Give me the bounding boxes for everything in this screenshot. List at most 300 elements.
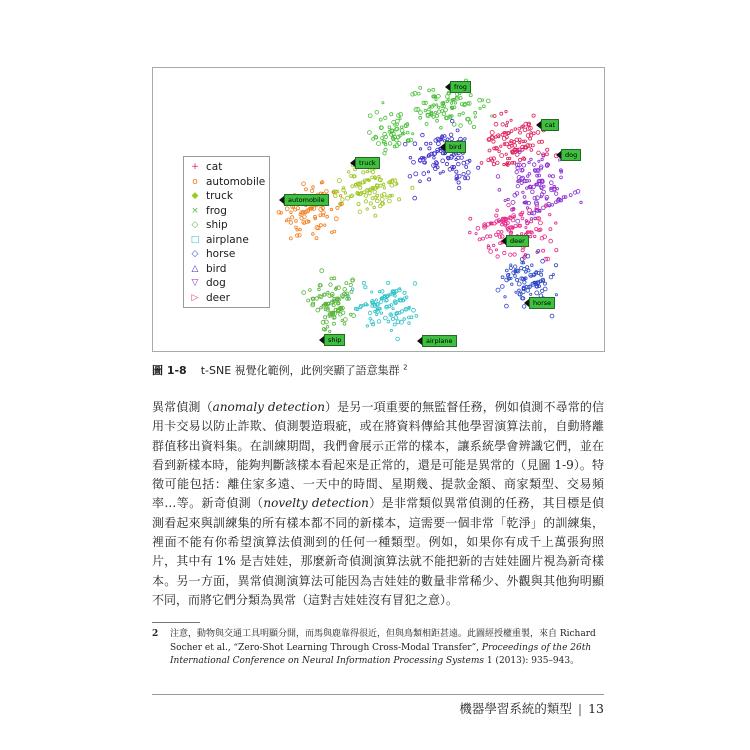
scatter-point-frog bbox=[474, 116, 476, 118]
legend-label-frog: frog bbox=[206, 204, 227, 217]
scatter-point-dog bbox=[564, 196, 567, 199]
scatter-point-ship bbox=[309, 289, 312, 292]
figure-caption bbox=[152, 362, 408, 378]
scatter-point-automobile bbox=[312, 186, 315, 189]
scatter-point-ship bbox=[343, 322, 346, 325]
scatter-point-automobile bbox=[296, 207, 299, 210]
scatter-point-deer bbox=[549, 239, 553, 243]
scatter-point-truck bbox=[357, 203, 360, 206]
scatter-point-automobile bbox=[334, 217, 338, 221]
scatter-point-frog bbox=[483, 105, 486, 108]
scatter-point-truck bbox=[378, 175, 380, 177]
scatter-point-airplane bbox=[413, 282, 417, 286]
scatter-point-horse bbox=[531, 264, 534, 267]
scatter-point-frog bbox=[397, 114, 401, 118]
scatter-point-frog bbox=[412, 133, 414, 135]
scatter-point-horse bbox=[510, 264, 512, 266]
scatter-point-frog bbox=[384, 148, 387, 151]
scatter-point-frog bbox=[375, 110, 379, 114]
scatter-point-automobile bbox=[319, 224, 322, 227]
scatter-point-horse bbox=[511, 283, 513, 285]
scatter-point-bird bbox=[465, 166, 468, 169]
scatter-point-cat bbox=[522, 140, 525, 143]
scatter-point-frog bbox=[399, 118, 401, 120]
scatter-point-deer bbox=[500, 231, 503, 234]
scatter-point-frog bbox=[396, 123, 399, 126]
scatter-point-airplane bbox=[375, 299, 377, 301]
scatter-point-bird bbox=[433, 157, 436, 160]
scatter-point-airplane bbox=[379, 290, 381, 292]
scatter-point-bird bbox=[445, 162, 448, 165]
scatter-point-deer bbox=[538, 221, 542, 225]
scatter-point-airplane bbox=[408, 322, 411, 325]
scatter-point-frog bbox=[458, 113, 461, 116]
scatter-point-horse bbox=[549, 275, 553, 279]
scatter-point-frog bbox=[445, 95, 449, 99]
legend-item-ship bbox=[184, 218, 228, 232]
legend-label-truck: truck bbox=[206, 190, 233, 202]
scatter-point-horse bbox=[541, 259, 545, 263]
cluster-tag-bird: bird bbox=[445, 141, 466, 153]
scatter-point-cat bbox=[503, 163, 505, 165]
scatter-point-airplane bbox=[387, 320, 390, 323]
scatter-point-cat bbox=[545, 153, 548, 156]
scatter-point-dog bbox=[547, 163, 550, 166]
scatter-point-dog bbox=[515, 170, 518, 173]
scatter-point-frog bbox=[388, 126, 391, 129]
scatter-point-frog bbox=[441, 105, 444, 108]
scatter-point-deer bbox=[535, 228, 538, 231]
scatter-point-cat bbox=[492, 140, 495, 143]
scatter-point-deer bbox=[529, 235, 532, 238]
scatter-point-automobile bbox=[302, 182, 306, 186]
scatter-point-bird bbox=[455, 170, 458, 173]
legend-symbol-deer: ▷ bbox=[191, 292, 199, 303]
scatter-point-automobile bbox=[287, 218, 290, 221]
page-number: 13 bbox=[588, 701, 604, 716]
scatter-point-frog bbox=[436, 104, 438, 106]
scatter-point-ship bbox=[316, 308, 320, 312]
scatter-point-dog bbox=[553, 185, 556, 188]
scatter-point-deer bbox=[503, 251, 506, 254]
scatter-point-ship bbox=[315, 297, 318, 300]
scatter-point-airplane bbox=[362, 281, 365, 284]
scatter-point-bird bbox=[462, 172, 465, 175]
scatter-point-ship bbox=[329, 283, 332, 286]
legend-symbol-bird: △ bbox=[191, 263, 199, 274]
scatter-point-dog bbox=[522, 191, 524, 193]
scatter-point-truck bbox=[347, 171, 350, 174]
legend-symbol-ship: ◇ bbox=[191, 220, 199, 230]
scatter-point-airplane bbox=[364, 286, 367, 289]
scatter-point-automobile bbox=[312, 233, 315, 236]
scatter-point-automobile bbox=[310, 189, 313, 192]
scatter-point-deer bbox=[489, 250, 493, 254]
scatter-point-frog bbox=[390, 113, 393, 116]
scatter-point-dog bbox=[580, 201, 582, 203]
scatter-point-truck bbox=[364, 200, 367, 203]
scatter-point-deer bbox=[514, 225, 517, 228]
scatter-point-ship bbox=[324, 316, 327, 319]
scatter-point-frog bbox=[384, 116, 387, 119]
scatter-point-horse bbox=[501, 276, 504, 279]
legend-label-ship: ship bbox=[206, 219, 228, 231]
scatter-point-deer bbox=[485, 235, 488, 238]
scatter-point-truck bbox=[342, 187, 345, 190]
scatter-point-dog bbox=[523, 196, 526, 199]
scatter-point-ship bbox=[333, 277, 336, 280]
scatter-point-ship bbox=[302, 291, 306, 295]
scatter-point-cat bbox=[500, 145, 502, 147]
legend-item-bird bbox=[184, 262, 226, 276]
scatter-point-automobile bbox=[285, 207, 289, 211]
legend-label-cat: cat bbox=[206, 161, 223, 173]
scatter-point-cat bbox=[492, 163, 495, 166]
scatter-point-truck bbox=[358, 210, 362, 214]
scatter-point-dog bbox=[522, 163, 526, 167]
paragraph-text-3: ）是非常類似異常偵測的任務，其目標是偵測看起來與訓練集的所有樣本都不同的新樣本，這需要一個非常「乾淨」的訓練集，裡面不能有你希望演算法偵測到的任何一種類型。例如，如果你有成千上萬張狗照片，其中有 1% 是吉娃娃，那麼新奇偵測演算法就不能把新的吉娃娃圖片視為新奇樣本。另一方面，異常偵測演算法可能因為吉娃娃的數量非常稀少、外觀與其他狗明顯不同，而將它們分類為異常（這對吉娃娃沒有冒犯之意）。 bbox=[152, 496, 604, 607]
scatter-point-frog bbox=[444, 108, 448, 112]
scatter-point-truck bbox=[334, 194, 338, 198]
scatter-point-cat bbox=[490, 131, 494, 135]
scatter-point-automobile bbox=[295, 226, 298, 229]
scatter-point-airplane bbox=[403, 291, 406, 294]
legend-symbol-truck: ◆ bbox=[191, 191, 199, 201]
scatter-point-deer bbox=[549, 213, 551, 215]
scatter-point-automobile bbox=[325, 190, 329, 194]
scatter-point-deer bbox=[512, 219, 515, 222]
legend-item-cat bbox=[184, 160, 222, 174]
scatter-point-dog bbox=[532, 211, 536, 215]
scatter-point-bird bbox=[464, 177, 467, 180]
scatter-point-truck bbox=[368, 169, 371, 172]
scatter-point-airplane bbox=[394, 316, 398, 320]
scatter-point-frog bbox=[381, 137, 384, 140]
scatter-point-automobile bbox=[314, 215, 317, 218]
scatter-point-deer bbox=[525, 226, 527, 228]
legend-item-deer bbox=[184, 291, 230, 305]
legend-item-airplane bbox=[184, 233, 249, 247]
scatter-point-bird bbox=[413, 196, 417, 200]
scatter-point-bird bbox=[422, 157, 424, 159]
scatter-point-horse bbox=[554, 264, 557, 267]
scatter-point-truck bbox=[374, 214, 377, 217]
scatter-point-truck bbox=[383, 183, 385, 185]
scatter-point-deer bbox=[493, 244, 495, 246]
scatter-point-bird bbox=[419, 180, 422, 183]
scatter-point-frog bbox=[441, 110, 444, 113]
scatter-point-frog bbox=[474, 111, 477, 114]
scatter-point-airplane bbox=[383, 295, 385, 297]
scatter-point-cat bbox=[491, 136, 495, 140]
scatter-point-bird bbox=[408, 175, 412, 179]
cluster-tag-deer: deer bbox=[506, 235, 529, 247]
scatter-point-automobile bbox=[326, 215, 329, 218]
paragraph-text-1: 異常偵測（ bbox=[152, 400, 213, 414]
scatter-point-deer bbox=[507, 203, 510, 206]
legend-item-horse bbox=[184, 247, 235, 261]
scatter-point-airplane bbox=[387, 281, 390, 284]
scatter-point-bird bbox=[441, 159, 445, 163]
scatter-point-cat bbox=[519, 131, 522, 134]
scatter-point-frog bbox=[434, 111, 436, 113]
scatter-point-frog bbox=[428, 108, 431, 111]
scatter-point-cat bbox=[537, 151, 541, 155]
scatter-point-truck bbox=[386, 196, 388, 198]
scatter-point-bird bbox=[466, 171, 470, 175]
scatter-point-ship bbox=[332, 304, 335, 307]
legend-label-deer: deer bbox=[206, 291, 230, 304]
scatter-point-ship bbox=[327, 291, 329, 293]
scatter-point-deer bbox=[496, 209, 499, 212]
scatter-point-frog bbox=[395, 139, 398, 142]
scatter-point-bird bbox=[442, 171, 444, 173]
legend-item-frog bbox=[184, 204, 227, 218]
scatter-point-bird bbox=[413, 142, 417, 146]
scatter-point-airplane bbox=[390, 329, 392, 331]
scatter-point-frog bbox=[438, 106, 440, 108]
scatter-point-ship bbox=[318, 288, 321, 291]
scatter-point-horse bbox=[525, 271, 528, 274]
scatter-point-bird bbox=[450, 119, 454, 123]
scatter-point-cat bbox=[498, 150, 501, 153]
scatter-point-dog bbox=[511, 200, 515, 204]
scatter-point-bird bbox=[455, 175, 459, 179]
scatter-point-airplane bbox=[412, 308, 416, 312]
scatter-point-frog bbox=[382, 102, 384, 104]
scatter-point-airplane bbox=[396, 337, 400, 341]
scatter-point-automobile bbox=[324, 224, 326, 226]
scatter-point-cat bbox=[510, 119, 512, 121]
scatter-point-dog bbox=[530, 158, 532, 160]
legend-item-dog bbox=[184, 276, 226, 290]
scatter-point-cat bbox=[480, 162, 483, 165]
scatter-point-bird bbox=[444, 135, 447, 138]
scatter-point-deer bbox=[521, 217, 524, 220]
scatter-point-frog bbox=[379, 118, 382, 121]
scatter-point-airplane bbox=[369, 318, 371, 320]
cluster-tag-ship: ship bbox=[324, 334, 345, 346]
scatter-point-truck bbox=[389, 194, 392, 197]
scatter-point-cat bbox=[518, 128, 521, 131]
scatter-point-airplane bbox=[395, 301, 397, 303]
footer-divider bbox=[152, 694, 604, 695]
scatter-point-deer bbox=[497, 231, 500, 234]
scatter-point-dog bbox=[549, 181, 553, 185]
scatter-point-automobile bbox=[289, 221, 293, 225]
scatter-point-truck bbox=[373, 206, 376, 209]
scatter-point-deer bbox=[475, 233, 477, 235]
scatter-point-airplane bbox=[380, 300, 383, 303]
scatter-point-deer bbox=[487, 245, 489, 247]
scatter-point-dog bbox=[507, 198, 509, 200]
scatter-point-airplane bbox=[393, 323, 396, 326]
scatter-point-dog bbox=[541, 158, 543, 160]
scatter-point-ship bbox=[343, 288, 347, 292]
scatter-point-truck bbox=[341, 198, 345, 202]
scatter-point-dog bbox=[504, 199, 506, 201]
scatter-point-truck bbox=[361, 191, 363, 193]
scatter-point-ship bbox=[333, 322, 336, 325]
scatter-point-bird bbox=[422, 172, 426, 176]
scatter-point-bird bbox=[439, 172, 441, 174]
scatter-point-ship bbox=[330, 277, 333, 280]
scatter-point-airplane bbox=[404, 308, 406, 310]
scatter-point-deer bbox=[528, 208, 532, 212]
scatter-point-frog bbox=[399, 113, 403, 117]
scatter-point-frog bbox=[383, 152, 386, 155]
scatter-point-bird bbox=[436, 150, 438, 152]
tsne-figure bbox=[152, 67, 605, 352]
scatter-point-bird bbox=[449, 133, 453, 137]
scatter-point-automobile bbox=[330, 208, 332, 210]
scatter-point-bird bbox=[427, 171, 429, 173]
scatter-point-deer bbox=[555, 249, 558, 252]
scatter-point-dog bbox=[532, 163, 536, 167]
scatter-point-frog bbox=[491, 115, 493, 117]
cluster-tag-dog: dog bbox=[561, 149, 581, 161]
scatter-point-dog bbox=[516, 219, 520, 223]
scatter-point-frog bbox=[469, 94, 472, 97]
scatter-point-horse bbox=[543, 287, 547, 291]
scatter-point-airplane bbox=[394, 295, 397, 298]
scatter-point-bird bbox=[460, 156, 463, 159]
paragraph-text-2: ）是另一項重要的無監督任務，例如偵測不尋常的信用卡交易以防止詐欺、偵測製造瑕疵，或在將資料傳給其他學習演算法前，自動將離群值移出資料集。在訓練期間，我們會展示正常的樣本，讓系統學會辨識它們，並在看到新樣本時，能夠判斷該樣本看起來是正常的，還是可能是異常的（見圖 1-9）。特徵可能包括：離住家多遠、一天中的時間、星期幾、提款金額、商家類型、交易頻率…等。新奇偵測（ bbox=[152, 400, 604, 511]
scatter-point-frog bbox=[368, 131, 372, 135]
scatter-point-ship bbox=[341, 311, 345, 315]
scatter-point-automobile bbox=[336, 206, 339, 209]
scatter-point-cat bbox=[536, 131, 540, 135]
scatter-point-automobile bbox=[305, 188, 308, 191]
scatter-point-frog bbox=[437, 110, 440, 113]
scatter-point-horse bbox=[509, 266, 512, 269]
scatter-point-ship bbox=[344, 318, 348, 322]
scatter-point-horse bbox=[539, 280, 541, 282]
scatter-point-frog bbox=[417, 92, 420, 95]
scatter-point-truck bbox=[369, 202, 372, 205]
scatter-point-frog bbox=[400, 126, 403, 129]
scatter-point-horse bbox=[523, 281, 526, 284]
scatter-point-automobile bbox=[289, 237, 292, 240]
legend-symbol-cat: + bbox=[191, 162, 199, 172]
scatter-point-truck bbox=[351, 185, 354, 188]
scatter-point-cat bbox=[532, 132, 535, 135]
scatter-point-dog bbox=[520, 182, 523, 185]
scatter-point-deer bbox=[478, 238, 481, 241]
scatter-point-cat bbox=[501, 123, 504, 126]
scatter-point-frog bbox=[435, 114, 438, 117]
scatter-point-airplane bbox=[389, 293, 391, 295]
scatter-point-cat bbox=[500, 154, 504, 158]
cluster-tag-airplane: airplane bbox=[422, 335, 457, 347]
scatter-point-bird bbox=[429, 142, 432, 145]
footnote-number: 2 bbox=[152, 629, 159, 639]
scatter-point-bird bbox=[419, 148, 421, 150]
legend-symbol-automobile: o bbox=[192, 176, 198, 187]
scatter-point-frog bbox=[468, 121, 471, 124]
scatter-point-bird bbox=[428, 147, 431, 150]
scatter-point-ship bbox=[329, 330, 331, 332]
scatter-point-horse bbox=[504, 296, 506, 298]
scatter-point-ship bbox=[349, 283, 352, 286]
scatter-point-cat bbox=[532, 114, 535, 117]
scatter-point-cat bbox=[488, 149, 491, 152]
scatter-point-bird bbox=[414, 172, 418, 176]
scatter-point-dog bbox=[518, 151, 521, 154]
scatter-point-dog bbox=[569, 194, 572, 197]
legend-label-airplane: airplane bbox=[206, 233, 249, 246]
footnote-body bbox=[170, 628, 604, 669]
scatter-point-bird bbox=[409, 156, 412, 159]
scatter-point-horse bbox=[540, 273, 543, 276]
scatter-point-ship bbox=[320, 269, 324, 273]
scatter-point-dog bbox=[536, 174, 539, 177]
scatter-point-automobile bbox=[319, 214, 322, 217]
scatter-point-ship bbox=[326, 326, 329, 329]
term-anomaly-detection: anomaly detection bbox=[212, 400, 325, 414]
scatter-point-cat bbox=[507, 157, 509, 159]
scatter-point-frog bbox=[400, 129, 404, 133]
scatter-point-deer bbox=[533, 235, 536, 238]
scatter-point-cat bbox=[514, 128, 517, 131]
running-section-title: 機器學習系統的類型 bbox=[459, 701, 572, 716]
legend-label-horse: horse bbox=[206, 248, 236, 260]
scatter-point-airplane bbox=[368, 311, 372, 315]
scatter-point-bird bbox=[412, 160, 416, 164]
cluster-tag-horse: horse bbox=[529, 297, 555, 309]
scatter-point-frog bbox=[486, 99, 490, 103]
scatter-point-dog bbox=[516, 185, 519, 188]
scatter-point-truck bbox=[383, 187, 385, 189]
legend-symbol-airplane: □ bbox=[190, 234, 200, 245]
scatter-point-horse bbox=[530, 293, 532, 295]
legend-symbol-horse: ◇ bbox=[191, 249, 199, 259]
scatter-point-dog bbox=[555, 192, 558, 195]
scatter-point-bird bbox=[464, 138, 467, 141]
figure-number: 圖 1-8 bbox=[152, 364, 187, 377]
term-novelty-detection: novelty detection bbox=[263, 496, 369, 511]
scatter-point-horse bbox=[505, 304, 509, 308]
scatter-point-cat bbox=[500, 112, 503, 115]
scatter-point-frog bbox=[459, 124, 463, 128]
scatter-point-frog bbox=[372, 138, 375, 141]
scatter-point-horse bbox=[500, 285, 504, 289]
scatter-point-deer bbox=[509, 253, 512, 256]
scatter-point-horse bbox=[496, 288, 500, 292]
scatter-point-horse bbox=[515, 291, 517, 293]
scatter-point-truck bbox=[398, 198, 401, 201]
scatter-point-horse bbox=[517, 282, 521, 286]
scatter-point-horse bbox=[540, 269, 543, 272]
scatter-point-cat bbox=[530, 132, 532, 134]
scatter-point-bird bbox=[456, 129, 459, 132]
page-footer: 機器學習系統的類型 | 13 bbox=[459, 701, 604, 716]
scatter-point-cat bbox=[496, 161, 499, 164]
scatter-point-airplane bbox=[380, 312, 382, 314]
scatter-point-frog bbox=[428, 89, 431, 92]
scatter-point-ship bbox=[307, 299, 310, 302]
body-paragraph bbox=[152, 398, 604, 610]
scatter-point-automobile bbox=[339, 195, 341, 197]
scatter-point-automobile bbox=[315, 237, 318, 240]
scatter-point-frog bbox=[388, 142, 392, 146]
footnote-publication: Proceedings of the 26th International Conference on Neural Information Processing Systems bbox=[170, 642, 592, 666]
scatter-point-truck bbox=[346, 196, 350, 200]
scatter-point-horse bbox=[522, 290, 525, 293]
scatter-point-frog bbox=[384, 143, 387, 146]
legend-item-truck bbox=[184, 189, 233, 203]
scatter-point-truck bbox=[411, 186, 414, 189]
